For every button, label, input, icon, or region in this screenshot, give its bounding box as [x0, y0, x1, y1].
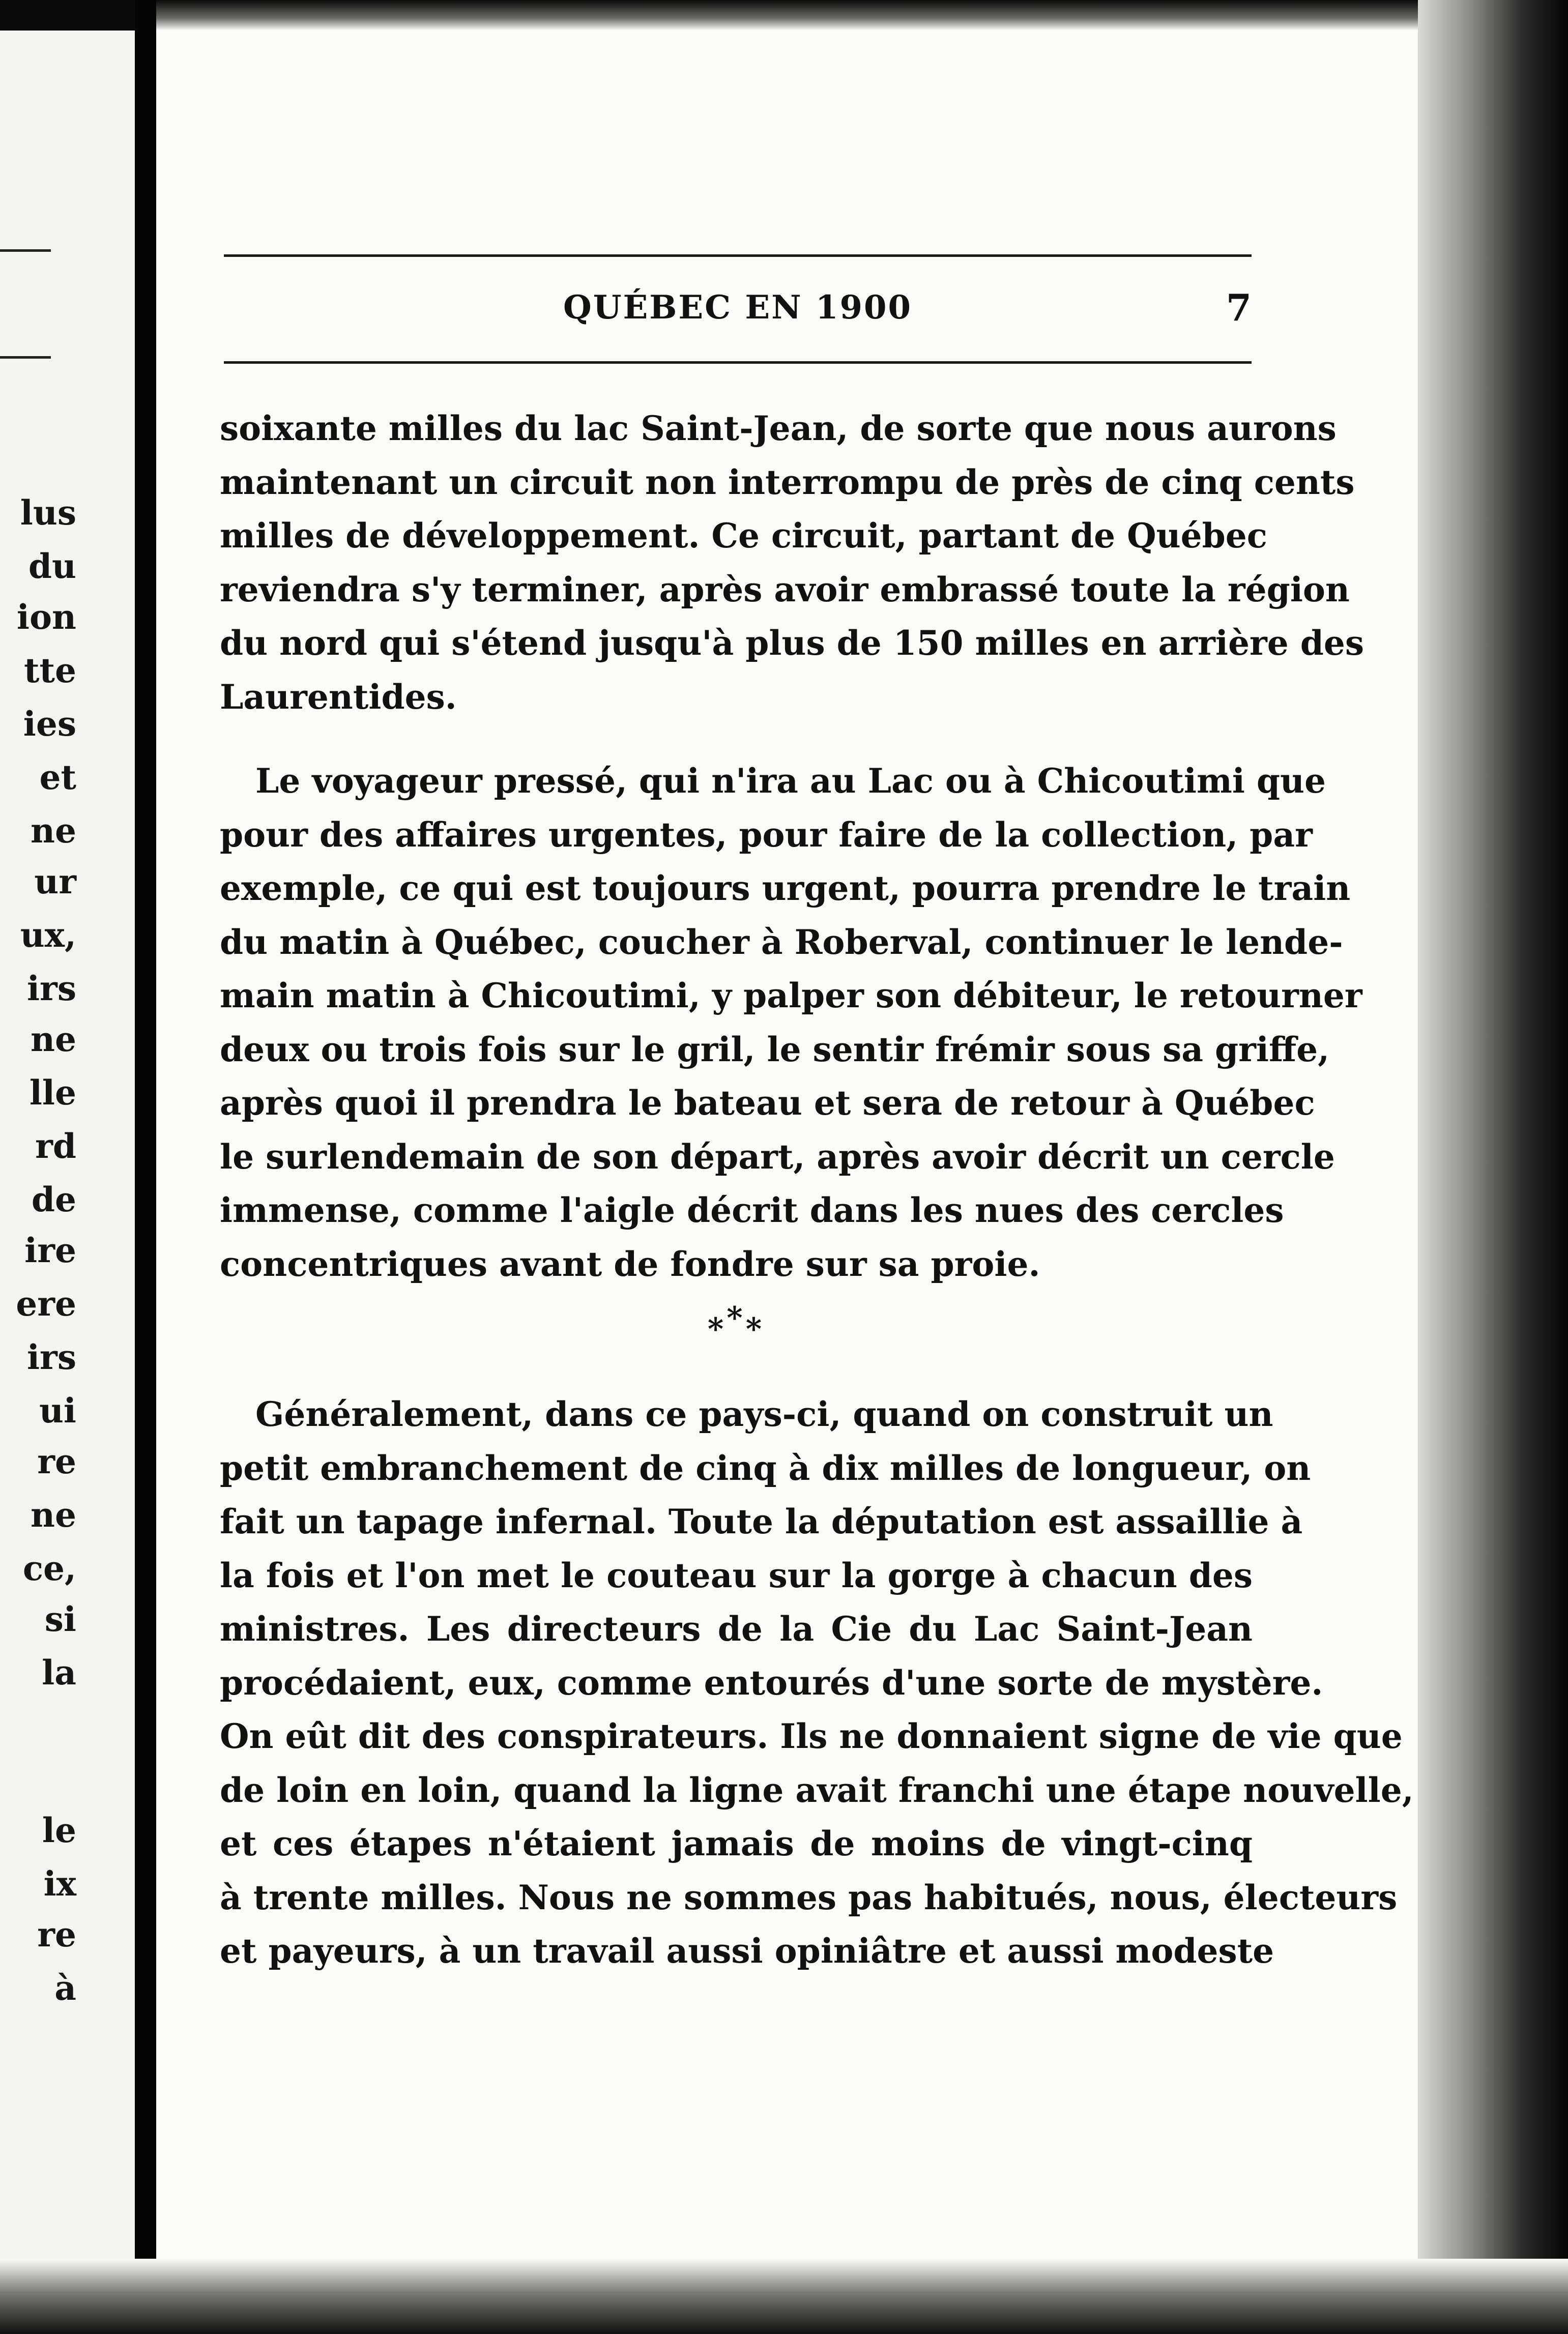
text-line: Le voyageur pressé, qui n'ira au Lac ou à Chicoutimi que [255, 761, 1326, 801]
facing-page-text-fragment: et [39, 757, 76, 797]
text-line: et payeurs, à un travail aussi opiniâtre et aussi modeste [220, 1931, 1274, 1971]
text-line: le surlendemain de son départ, après avoir décrit un cercle [220, 1136, 1335, 1177]
page-number: 7 [1226, 286, 1252, 329]
text-line: immense, comme l'aigle décrit dans les nues des cercles [220, 1190, 1284, 1230]
asterism-divider: *** [707, 1300, 765, 1347]
text-line: Généralement, dans ce pays-ci, quand on construit un [255, 1394, 1273, 1434]
text-line: On eût dit des conspirateurs. Ils ne donnaient signe de vie que [220, 1716, 1403, 1756]
facing-page-edge [0, 31, 135, 2284]
facing-page-text-fragment: ies [23, 704, 76, 744]
facing-page-text-fragment: ire [24, 1231, 76, 1270]
page-bottom-edge [0, 2259, 1568, 2334]
facing-page-text-fragment: ce, [22, 1549, 76, 1588]
facing-page-text-fragment: ui [39, 1391, 76, 1431]
facing-page-text-fragment: irs [26, 1337, 76, 1377]
text-line: Laurentides. [220, 677, 457, 717]
facing-page-text-fragment: la [42, 1653, 76, 1693]
running-title: QUÉBEC EN 1900 [563, 288, 913, 327]
facing-page-rule [0, 356, 51, 359]
text-line: reviendra s'y terminer, après avoir embrassé toute la région [220, 569, 1350, 609]
text-line: exemple, ce qui est toujours urgent, pourra prendre le train [220, 868, 1351, 908]
text-line: petit embranchement de cinq à dix milles de longueur, on [220, 1448, 1311, 1488]
facing-page-text-fragment: à [54, 1968, 76, 2008]
facing-page-rule [0, 249, 51, 252]
facing-page-text-fragment: ur [34, 862, 76, 901]
facing-page-text-fragment: ere [16, 1284, 76, 1324]
text-line: milles de développement. Ce circuit, partant de Québec [220, 516, 1267, 556]
facing-page-text-fragment: ux, [20, 915, 76, 955]
text-line: de loin en loin, quand la ligne avait franchi une étape nouvelle, [220, 1770, 1414, 1810]
facing-page-text-fragment: re [37, 1442, 76, 1481]
facing-page-text-fragment: si [44, 1599, 76, 1639]
text-line: à trente milles. Nous ne sommes pas habitués, nous, électeurs [220, 1877, 1398, 1917]
text-line: du matin à Québec, coucher à Roberval, continuer le lende- [220, 922, 1343, 962]
paragraph [220, 402, 1364, 724]
text-line: et ces étapes n'étaient jamais de moins de vingt-cinq [220, 1824, 1253, 1863]
text-line: procédaient, eux, comme entourés d'une sorte de mystère. [220, 1662, 1323, 1703]
paragraph [220, 1388, 1414, 1978]
facing-page-text-fragment: du [28, 546, 76, 586]
page-right-edge [1418, 0, 1568, 2334]
text-line: soixante milles du lac Saint-Jean, de sorte que nous aurons [220, 409, 1337, 448]
text-line: deux ou trois fois sur le gril, le sentir frémir sous sa griffe, [220, 1029, 1330, 1069]
facing-page-text-fragment: tte [24, 651, 76, 690]
text-line: la fois et l'on met le couteau sur la gorge à chacun des [220, 1555, 1253, 1595]
page-top-edge [156, 0, 1418, 31]
text-line: fait un tapage infernal. Toute la députation est assaillie à [220, 1502, 1303, 1541]
facing-page-text-fragment: ion [16, 597, 76, 637]
facing-page-text-fragment: irs [26, 969, 76, 1008]
header-top-rule [224, 254, 1252, 257]
facing-page-text-fragment: ne [31, 1019, 76, 1059]
page-gutter [135, 0, 156, 2334]
facing-page-text-fragment: ix [43, 1864, 76, 1904]
facing-page-text-fragment: re [37, 1915, 76, 1954]
facing-page-text-fragment: lle [29, 1073, 76, 1113]
text-line: du nord qui s'étend jusqu'à plus de 150 milles en arrière des [220, 623, 1364, 663]
facing-page-text-fragment: ne [31, 811, 76, 851]
paragraph [220, 754, 1362, 1291]
facing-page-text-fragment: lus [20, 493, 76, 533]
header-bottom-rule [224, 361, 1252, 364]
text-line: ministres. Les directeurs de la Cie du Lac Saint-Jean [220, 1609, 1253, 1649]
text-line: maintenant un circuit non interrompu de près de cinq cents [220, 462, 1355, 502]
facing-page-text-fragment: ne [31, 1495, 76, 1535]
facing-page-text-fragment: de [31, 1180, 76, 1219]
facing-page-text-fragment: rd [35, 1126, 76, 1166]
text-line: après quoi il prendra le bateau et sera de retour à Québec [220, 1083, 1315, 1123]
text-line: main matin à Chicoutimi, y palper son débiteur, le retourner [220, 976, 1362, 1015]
text-line: concentriques avant de fondre sur sa proie. [220, 1244, 1040, 1284]
facing-page-text-fragment: le [42, 1811, 76, 1850]
body-text [220, 402, 1414, 1978]
running-head [224, 285, 1252, 331]
text-line: pour des affaires urgentes, pour faire de la collection, par [220, 814, 1313, 855]
